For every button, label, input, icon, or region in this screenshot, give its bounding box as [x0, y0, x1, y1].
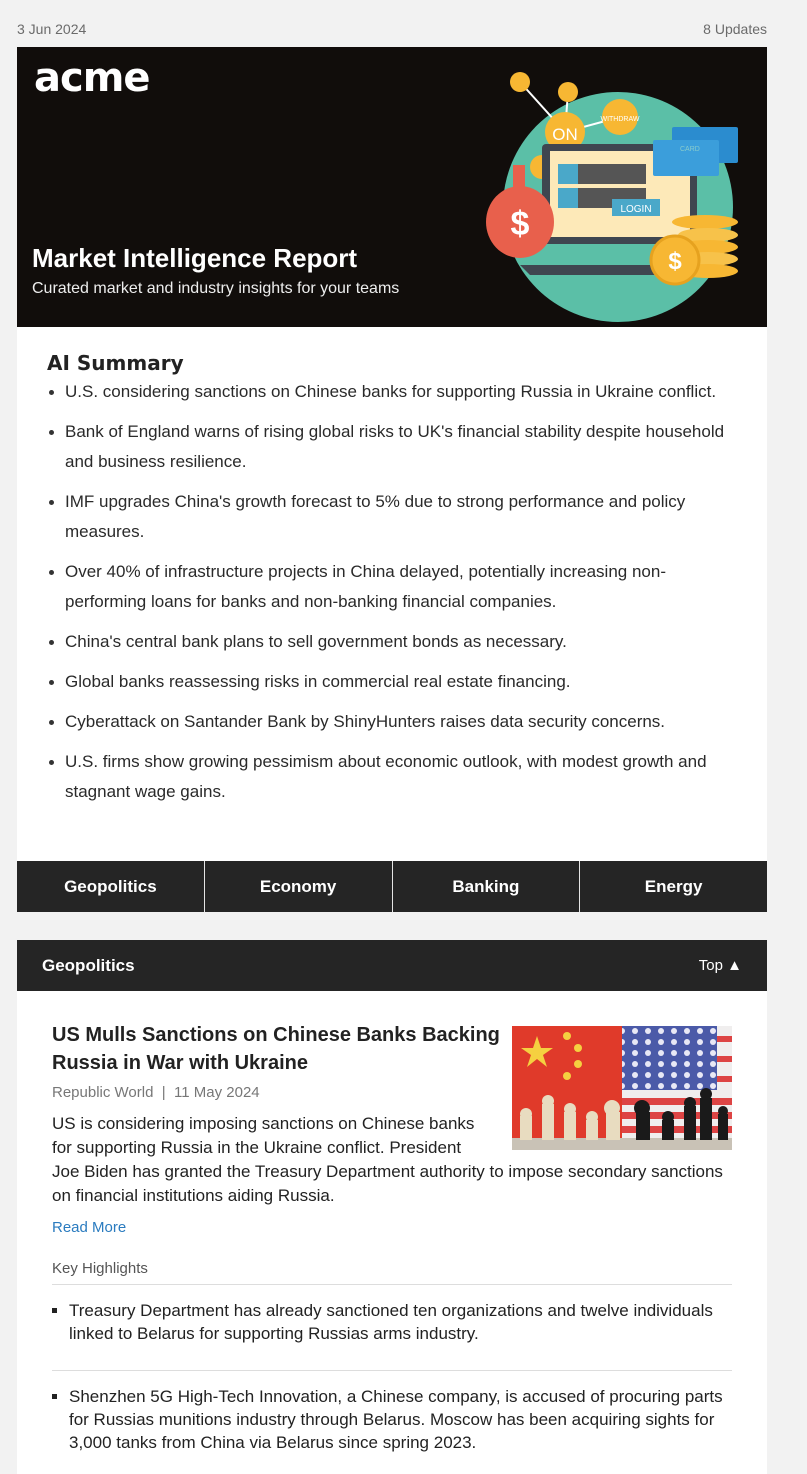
svg-text:ON: ON — [552, 125, 578, 144]
news-article — [17, 991, 767, 1474]
banner-subtitle: Curated market and industry insights for your teams — [32, 280, 400, 297]
nav-tab-economy[interactable]: Economy — [205, 861, 393, 912]
divider — [52, 1284, 732, 1285]
svg-text:LOGIN: LOGIN — [620, 204, 652, 215]
article-source: Republic World — [52, 1084, 154, 1101]
ai-summary-section — [17, 327, 767, 861]
report-header-bar — [17, 20, 767, 38]
online-banking-illustration-icon — [470, 47, 767, 327]
ai-summary-list — [65, 377, 745, 817]
key-highlight-item: Treasury Department has already sanctioned ten organizations and twelve individuals linked to Belarus for supporting Russias arms industry. — [69, 1299, 729, 1345]
svg-text:CARD: CARD — [680, 146, 700, 153]
svg-text:$: $ — [668, 248, 682, 275]
divider — [52, 1370, 732, 1371]
svg-text:$: $ — [510, 205, 530, 243]
summary-item: China's central bank plans to sell government bonds as necessary. — [65, 627, 745, 657]
summary-item: Over 40% of infrastructure projects in China delayed, potentially increasing non-performing loans for banks and non-banking financial companies. — [65, 557, 745, 617]
meta-separator: | — [161, 1084, 166, 1101]
key-highlights-label: Key Highlights — [52, 1260, 148, 1277]
nav-tab-geopolitics[interactable]: Geopolitics — [17, 861, 205, 912]
article-summary: US is considering imposing sanctions on Chinese banks for supporting Russia in the Ukraine conflict. President Joe Biden has granted the Treasury Department authority to impose secondary sanctions on financial institutions aiding Russia. — [52, 1114, 723, 1205]
banner — [17, 47, 767, 327]
key-highlight-item: Shenzhen 5G High-Tech Innovation, a Chinese company, is accused of procuring parts for Russias munitions industry through Belarus. Moscow has been acquiring sights for 3,000 tanks from China via Belarus since spring 2023. — [69, 1385, 729, 1454]
geopolitics-section-header — [17, 940, 767, 991]
report-date: 3 Jun 2024 — [17, 21, 87, 37]
banner-title: Market Intelligence Report — [32, 243, 358, 273]
svg-text:WITHDRAW: WITHDRAW — [600, 116, 640, 123]
summary-item: U.S. considering sanctions on Chinese banks for supporting Russia in Ukraine conflict. — [65, 377, 745, 407]
acme-logo: acme — [34, 55, 150, 101]
updates-count: 8 Updates — [703, 21, 767, 37]
summary-item: Global banks reassessing risks in commercial real estate financing. — [65, 667, 745, 697]
nav-tab-energy[interactable]: Energy — [644, 876, 703, 896]
back-to-top-link[interactable]: Top ▲ — [698, 957, 742, 974]
summary-item: Cyberattack on Santander Bank by ShinyHunters raises data security concerns. — [65, 707, 745, 737]
category-nav — [17, 861, 767, 912]
summary-item: Bank of England warns of rising global risks to UK's financial stability despite household and business resilience. — [65, 417, 745, 477]
summary-item: IMF upgrades China's growth forecast to 5% due to strong performance and policy measures. — [65, 487, 745, 547]
nav-tab-banking[interactable]: Banking — [393, 861, 581, 912]
read-more-link[interactable]: Read More — [52, 1219, 127, 1236]
article-title[interactable]: US Mulls Sanctions on Chinese Banks Backing Russia in War with Ukraine — [52, 1024, 500, 1074]
section-title: Geopolitics — [42, 955, 135, 975]
article-meta — [52, 1084, 260, 1101]
ai-summary-title: AI Summary — [47, 351, 184, 375]
summary-item: U.S. firms show growing pessimism about economic outlook, with modest growth and stagnant wage gains. — [65, 747, 745, 807]
article-date: 11 May 2024 — [174, 1084, 260, 1101]
